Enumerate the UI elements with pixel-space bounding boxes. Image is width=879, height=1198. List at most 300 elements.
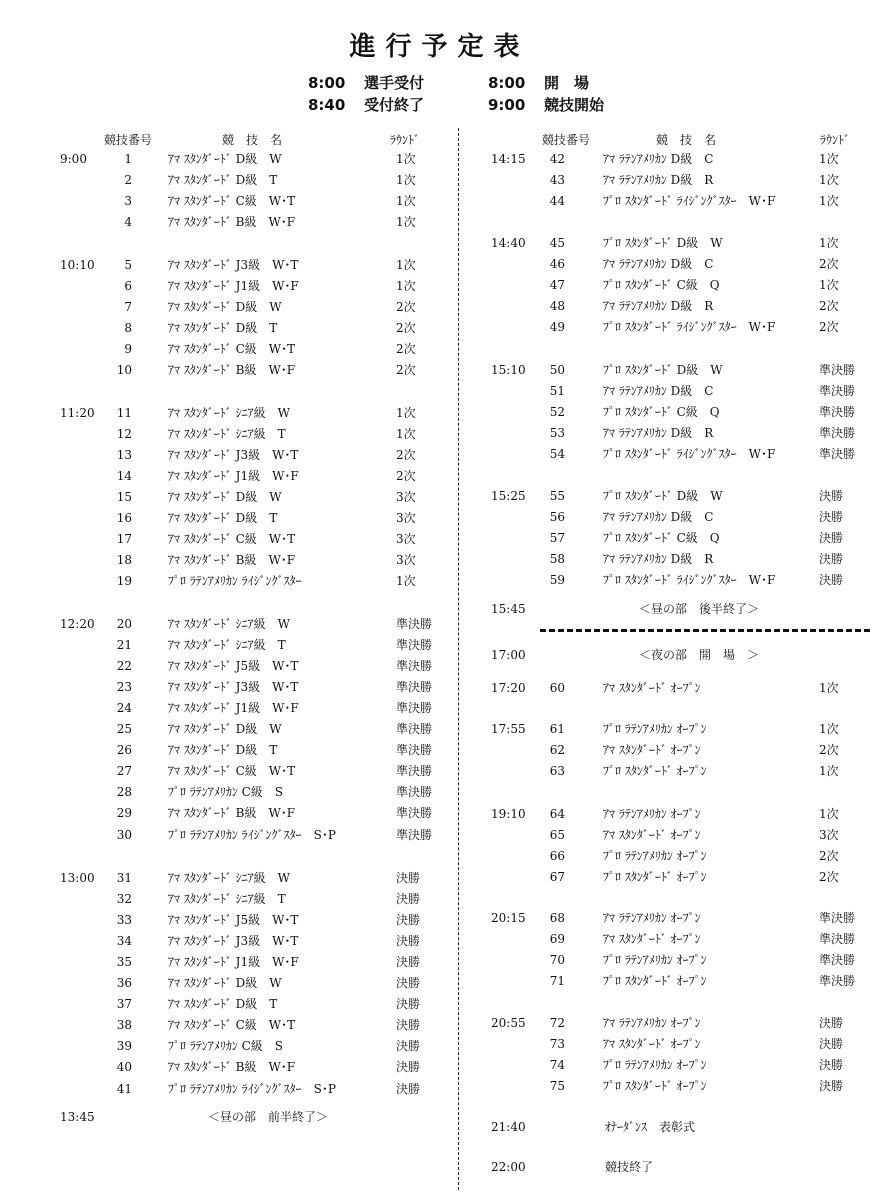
- row-event-name: ｱﾏ ｽﾀﾝﾀﾞｰﾄﾞ ｼﾆｱ級 T: [168, 638, 286, 653]
- row-event-name: ｱﾏ ｽﾀﾝﾀﾞｰﾄﾞ J1級 W･F: [168, 469, 299, 484]
- row-number: 64: [549, 807, 565, 821]
- row-event-name: ｱﾏ ｽﾀﾝﾀﾞｰﾄﾞ J3級 W･T: [168, 448, 299, 463]
- row-round: 1次: [819, 194, 839, 209]
- row-event-name: ｱﾏ ｽﾀﾝﾀﾞｰﾄﾞ B級 W･F: [168, 1060, 296, 1075]
- row-number: 2: [124, 173, 132, 188]
- row-number: 40: [116, 1060, 132, 1075]
- row-round: 決勝: [819, 552, 844, 567]
- row-event-name: ｱﾏ ｽﾀﾝﾀﾞｰﾄﾞ ｼﾆｱ級 W: [168, 406, 290, 420]
- table-row: [491, 277, 879, 293]
- row-event-name: ﾌﾟﾛ ｽﾀﾝﾀﾞｰﾄﾞ ﾗｲｼﾞﾝｸﾞｽﾀｰ W･F: [603, 447, 776, 462]
- row-event-name: ｱﾏ ｽﾀﾝﾀﾞｰﾄﾞ D級 T: [168, 997, 278, 1012]
- row-round: 準決勝: [396, 722, 433, 737]
- row-round: 決勝: [396, 1039, 421, 1054]
- header-name-left: 競 技 名: [222, 133, 283, 147]
- row-event-name: ﾌﾟﾛ ﾗﾃﾝｱﾒﾘｶﾝ ﾗｲｼﾞﾝｸﾞｽﾀｰ S･P: [168, 827, 336, 842]
- table-row: [60, 278, 450, 294]
- schedule-label: 開 場: [544, 74, 590, 92]
- header-num-left: 競技番号: [104, 133, 153, 147]
- row-number: 12: [116, 427, 132, 442]
- row-number: 8: [124, 321, 132, 336]
- schedule-label: 競技開始: [544, 96, 605, 114]
- row-number: 25: [116, 722, 132, 737]
- table-row: [491, 827, 879, 843]
- row-event-name: ﾌﾟﾛ ﾗﾃﾝｱﾒﾘｶﾝ C級 S: [168, 1039, 284, 1054]
- schedule-time: 9:00: [488, 96, 526, 114]
- table-row: [491, 931, 879, 947]
- header-num-right: 競技番号: [542, 133, 591, 147]
- table-row: [491, 952, 879, 968]
- row-number: 13: [116, 448, 132, 463]
- row-number: 6: [124, 279, 132, 294]
- row-round: 1次: [819, 722, 839, 736]
- table-row: [491, 172, 879, 188]
- table-row: [60, 616, 450, 632]
- row-round: 決勝: [396, 892, 421, 907]
- table-row: [60, 975, 450, 991]
- row-event-name: ｱﾏ ﾗﾃﾝｱﾒﾘｶﾝ D級 R: [603, 173, 714, 188]
- event-label: 競技終了: [605, 1160, 654, 1174]
- row-number: 59: [549, 573, 565, 588]
- table-row: [60, 912, 450, 928]
- row-event-name: ｱﾏ ｽﾀﾝﾀﾞｰﾄﾞ ｵｰﾌﾟﾝ: [603, 743, 701, 758]
- row-number: 42: [549, 152, 565, 166]
- row-time: 10:10: [60, 258, 95, 272]
- header-name-right: 競 技 名: [656, 133, 717, 147]
- table-row: [60, 447, 450, 463]
- row-event-name: ｱﾏ ﾗﾃﾝｱﾒﾘｶﾝ D級 R: [603, 426, 714, 441]
- table-row: [491, 193, 879, 209]
- row-round: 決勝: [396, 1081, 421, 1096]
- row-number: 39: [116, 1039, 132, 1054]
- row-event-name: ｱﾏ ｽﾀﾝﾀﾞｰﾄﾞ D級 T: [168, 511, 278, 526]
- row-round: 1次: [396, 406, 416, 420]
- table-row: [60, 954, 450, 970]
- left-end-event: [60, 1109, 440, 1125]
- table-row: [491, 509, 879, 525]
- row-event-name: ｱﾏ ｽﾀﾝﾀﾞｰﾄﾞ ｵｰﾌﾟﾝ: [603, 1037, 701, 1052]
- row-event-name: ｱﾏ ｽﾀﾝﾀﾞｰﾄﾞ J1級 W･F: [168, 279, 299, 294]
- row-event-name: ﾌﾟﾛ ﾗﾃﾝｱﾒﾘｶﾝ ｵｰﾌﾟﾝ: [603, 1058, 707, 1073]
- row-round: 2次: [396, 300, 416, 315]
- row-time: 15:10: [491, 363, 526, 377]
- row-event-name: ｱﾏ ｽﾀﾝﾀﾞｰﾄﾞ B級 W･F: [168, 806, 296, 821]
- row-number: 34: [116, 934, 132, 949]
- table-row: [491, 151, 879, 167]
- table-row: [60, 996, 450, 1012]
- table-row: [60, 827, 450, 843]
- row-event-name: ｱﾏ ｽﾀﾝﾀﾞｰﾄﾞ D級 W: [168, 976, 282, 991]
- row-round: 準決勝: [396, 785, 433, 800]
- row-event-name: ｱﾏ ﾗﾃﾝｱﾒﾘｶﾝ D級 C: [603, 152, 714, 166]
- row-number: 49: [549, 320, 565, 335]
- table-row: [491, 404, 879, 420]
- table-row: [60, 742, 450, 758]
- row-number: 28: [116, 785, 132, 800]
- table-row: [491, 235, 879, 251]
- table-row: [491, 1057, 879, 1073]
- row-number: 68: [549, 911, 565, 925]
- row-number: 45: [549, 236, 565, 250]
- row-round: 決勝: [396, 871, 421, 885]
- table-row: [60, 1038, 450, 1054]
- row-round: 決勝: [396, 1060, 421, 1075]
- row-number: 73: [549, 1037, 565, 1052]
- row-time: 11:20: [60, 406, 95, 420]
- table-row: [491, 1078, 879, 1094]
- row-time: 9:00: [60, 152, 87, 166]
- table-row: [491, 256, 879, 272]
- row-number: 74: [549, 1058, 565, 1073]
- row-time: 20:15: [491, 911, 526, 925]
- row-event-name: ｱﾏ ｽﾀﾝﾀﾞｰﾄﾞ D級 W: [168, 722, 282, 737]
- row-round: 準決勝: [819, 932, 856, 947]
- table-row: [491, 1015, 879, 1031]
- row-round: 決勝: [819, 1037, 844, 1052]
- row-time: 12:20: [60, 617, 95, 631]
- row-round: 2次: [819, 743, 839, 758]
- table-row: [60, 151, 450, 167]
- table-row: [60, 531, 450, 547]
- table-row: [60, 405, 450, 421]
- row-round: 1次: [396, 194, 416, 209]
- row-round: 1次: [819, 681, 839, 695]
- row-number: 51: [549, 384, 565, 399]
- row-event-name: ｱﾏ ｽﾀﾝﾀﾞｰﾄﾞ ｵｰﾌﾟﾝ: [603, 828, 701, 843]
- table-row: [60, 763, 450, 779]
- row-round: 1次: [396, 574, 416, 589]
- table-row: [491, 530, 879, 546]
- row-event-name: ｱﾏ ｽﾀﾝﾀﾞｰﾄﾞ J1級 W･F: [168, 955, 299, 970]
- row-event-name: ｱﾏ ｽﾀﾝﾀﾞｰﾄﾞ D級 W: [168, 152, 282, 166]
- row-round: 準決勝: [396, 617, 433, 631]
- row-event-name: ｱﾏ ｽﾀﾝﾀﾞｰﾄﾞ B級 W･F: [168, 553, 296, 568]
- row-event-name: ｱﾏ ｽﾀﾝﾀﾞｰﾄﾞ ｵｰﾌﾟﾝ: [603, 681, 701, 695]
- row-round: 2次: [396, 342, 416, 357]
- row-number: 14: [116, 469, 132, 484]
- row-number: 50: [549, 363, 565, 377]
- row-round: 準決勝: [396, 764, 433, 779]
- table-row: [60, 1017, 450, 1033]
- schedule-time: 8:00: [488, 74, 526, 92]
- row-number: 38: [116, 1018, 132, 1033]
- row-event-name: ｱﾏ ｽﾀﾝﾀﾞｰﾄﾞ J5級 W･T: [168, 659, 299, 674]
- table-row: [60, 1059, 450, 1075]
- row-number: 18: [116, 553, 132, 568]
- row-number: 47: [549, 278, 565, 293]
- row-number: 1: [124, 152, 132, 166]
- row-number: 36: [116, 976, 132, 991]
- row-round: 準決勝: [396, 638, 433, 653]
- row-number: 26: [116, 743, 132, 758]
- row-event-name: ｱﾏ ｽﾀﾝﾀﾞｰﾄﾞ D級 T: [168, 321, 278, 336]
- row-event-name: ﾌﾟﾛ ｽﾀﾝﾀﾞｰﾄﾞ C級 Q: [603, 405, 720, 420]
- row-round: 1次: [819, 807, 839, 821]
- row-number: 67: [549, 870, 565, 885]
- row-event-name: ﾌﾟﾛ ｽﾀﾝﾀﾞｰﾄﾞ ﾗｲｼﾞﾝｸﾞｽﾀｰ W･F: [603, 194, 776, 209]
- table-row: [491, 721, 879, 737]
- schedule-reception-end: [308, 94, 424, 115]
- table-row: [60, 552, 450, 568]
- row-round: 準決勝: [396, 659, 433, 674]
- schedule-open: [488, 72, 589, 93]
- event-time: 15:45: [491, 602, 526, 616]
- row-number: 57: [549, 531, 565, 546]
- row-number: 31: [116, 871, 132, 885]
- row-event-name: ﾌﾟﾛ ｽﾀﾝﾀﾞｰﾄﾞ C級 Q: [603, 278, 720, 293]
- row-number: 33: [116, 913, 132, 928]
- table-row: [491, 319, 879, 335]
- row-number: 20: [116, 617, 132, 631]
- right-event-afternoon-end: [491, 601, 871, 617]
- row-round: 1次: [819, 236, 839, 250]
- table-row: [491, 1036, 879, 1052]
- row-round: 2次: [819, 257, 839, 272]
- table-row: [60, 679, 450, 695]
- row-number: 71: [549, 974, 565, 989]
- row-number: 24: [116, 701, 132, 716]
- row-round: 準決勝: [819, 953, 856, 968]
- row-number: 35: [116, 955, 132, 970]
- row-time: 14:40: [491, 236, 526, 250]
- row-round: 1次: [819, 173, 839, 188]
- row-number: 41: [116, 1081, 132, 1096]
- row-event-name: ﾌﾟﾛ ｽﾀﾝﾀﾞｰﾄﾞ D級 W: [603, 236, 723, 250]
- table-row: [491, 383, 879, 399]
- row-round: 2次: [819, 299, 839, 314]
- schedule-reception: [308, 72, 424, 93]
- schedule-time: 8:00: [308, 74, 346, 92]
- row-round: 1次: [819, 152, 839, 166]
- row-event-name: ｱﾏ ｽﾀﾝﾀﾞｰﾄﾞ B級 W･F: [168, 215, 296, 230]
- row-number: 5: [124, 258, 132, 272]
- row-event-name: ｱﾏ ｽﾀﾝﾀﾞｰﾄﾞ ｵｰﾌﾟﾝ: [603, 932, 701, 947]
- row-event-name: ｱﾏ ﾗﾃﾝｱﾒﾘｶﾝ D級 R: [603, 552, 714, 567]
- row-round: 1次: [396, 258, 416, 272]
- row-round: 2次: [396, 469, 416, 484]
- row-event-name: ｱﾏ ｽﾀﾝﾀﾞｰﾄﾞ ｼﾆｱ級 W: [168, 871, 290, 885]
- row-round: 準決勝: [819, 405, 856, 420]
- row-number: 62: [549, 743, 565, 758]
- row-event-name: ｱﾏ ｽﾀﾝﾀﾞｰﾄﾞ C級 W･T: [168, 194, 296, 209]
- schedule-time: 8:40: [308, 96, 346, 114]
- row-round: 決勝: [819, 1058, 844, 1073]
- row-event-name: ﾌﾟﾛ ﾗﾃﾝｱﾒﾘｶﾝ ｵｰﾌﾟﾝ: [603, 722, 707, 736]
- row-number: 53: [549, 426, 565, 441]
- row-number: 70: [549, 953, 565, 968]
- row-event-name: ﾌﾟﾛ ｽﾀﾝﾀﾞｰﾄﾞ ｵｰﾌﾟﾝ: [603, 1079, 707, 1094]
- row-event-name: ｱﾏ ﾗﾃﾝｱﾒﾘｶﾝ D級 C: [603, 510, 714, 525]
- row-round: 2次: [396, 363, 416, 378]
- row-round: 2次: [396, 321, 416, 336]
- row-number: 54: [549, 447, 565, 462]
- table-row: [60, 784, 450, 800]
- row-time: 19:10: [491, 807, 526, 821]
- row-number: 56: [549, 510, 565, 525]
- row-round: 3次: [396, 532, 416, 547]
- row-number: 72: [549, 1016, 565, 1030]
- row-number: 48: [549, 299, 565, 314]
- row-event-name: ｱﾏ ﾗﾃﾝｱﾒﾘｶﾝ D級 C: [603, 384, 714, 399]
- table-row: [491, 973, 879, 989]
- row-time: 14:15: [491, 152, 526, 166]
- row-event-name: ｱﾏ ｽﾀﾝﾀﾞｰﾄﾞ B級 W･F: [168, 363, 296, 378]
- row-round: 決勝: [819, 573, 844, 588]
- event-label: ＜夜の部 開 場 ＞: [639, 648, 760, 662]
- row-round: 1次: [396, 152, 416, 166]
- row-round: 決勝: [819, 1079, 844, 1094]
- row-number: 22: [116, 659, 132, 674]
- row-number: 52: [549, 405, 565, 420]
- row-round: 準決勝: [396, 806, 433, 821]
- row-event-name: ｱﾏ ﾗﾃﾝｱﾒﾘｶﾝ D級 R: [603, 299, 714, 314]
- table-row: [491, 910, 879, 926]
- table-row: [60, 489, 450, 505]
- row-event-name: ｱﾏ ｽﾀﾝﾀﾞｰﾄﾞ C級 W･T: [168, 342, 296, 357]
- row-round: 決勝: [396, 955, 421, 970]
- row-round: 1次: [396, 279, 416, 294]
- row-event-name: ｱﾏ ﾗﾃﾝｱﾒﾘｶﾝ ｵｰﾌﾟﾝ: [603, 911, 701, 925]
- schedule-label: 受付終了: [364, 96, 425, 114]
- row-round: 決勝: [396, 1018, 421, 1033]
- row-number: 61: [549, 722, 565, 736]
- table-row: [60, 426, 450, 442]
- row-event-name: ｱﾏ ｽﾀﾝﾀﾞｰﾄﾞ D級 T: [168, 173, 278, 188]
- event-label: ＜昼の部 後半終了＞: [639, 602, 760, 616]
- row-event-name: ｱﾏ ﾗﾃﾝｱﾒﾘｶﾝ ｵｰﾌﾟﾝ: [603, 1016, 701, 1030]
- row-time: 15:25: [491, 489, 526, 503]
- row-time: 13:00: [60, 871, 95, 885]
- row-number: 3: [124, 194, 132, 209]
- table-row: [60, 320, 450, 336]
- row-round: 1次: [396, 215, 416, 230]
- row-event-name: ﾌﾟﾛ ﾗﾃﾝｱﾒﾘｶﾝ ｵｰﾌﾟﾝ: [603, 849, 707, 864]
- row-event-name: ｱﾏ ｽﾀﾝﾀﾞｰﾄﾞ J3級 W･T: [168, 680, 299, 695]
- row-event-name: ﾌﾟﾛ ﾗﾃﾝｱﾒﾘｶﾝ C級 S: [168, 785, 284, 800]
- row-event-name: ｱﾏ ﾗﾃﾝｱﾒﾘｶﾝ ｵｰﾌﾟﾝ: [603, 807, 701, 821]
- row-round: 決勝: [819, 489, 844, 503]
- row-event-name: ﾌﾟﾛ ｽﾀﾝﾀﾞｰﾄﾞ ｵｰﾌﾟﾝ: [603, 764, 707, 779]
- row-round: 決勝: [396, 934, 421, 949]
- table-row: [60, 257, 450, 273]
- row-round: 準決勝: [396, 680, 433, 695]
- row-time: 17:20: [491, 681, 526, 695]
- row-event-name: ﾌﾟﾛ ｽﾀﾝﾀﾞｰﾄﾞ D級 W: [603, 489, 723, 503]
- row-event-name: ｱﾏ ｽﾀﾝﾀﾞｰﾄﾞ J3級 W･T: [168, 258, 299, 272]
- page-title: 進行予定表: [349, 32, 530, 62]
- row-number: 58: [549, 552, 565, 567]
- row-round: 準決勝: [819, 974, 856, 989]
- schedule-label: 選手受付: [364, 74, 425, 92]
- row-round: 決勝: [819, 510, 844, 525]
- table-row: [491, 680, 879, 696]
- row-event-name: ｱﾏ ｽﾀﾝﾀﾞｰﾄﾞ D級 W: [168, 490, 282, 505]
- table-row: [60, 510, 450, 526]
- right-event-honor-dance: [491, 1119, 871, 1135]
- right-event-end: [491, 1159, 871, 1175]
- row-round: 準決勝: [819, 426, 856, 441]
- row-number: 37: [116, 997, 132, 1012]
- row-round: 準決勝: [819, 384, 856, 399]
- table-row: [491, 806, 879, 822]
- table-row: [60, 214, 450, 230]
- row-event-name: ｱﾏ ｽﾀﾝﾀﾞｰﾄﾞ ｼﾆｱ級 T: [168, 427, 286, 442]
- row-number: 60: [549, 681, 565, 695]
- table-row: [491, 848, 879, 864]
- table-row: [491, 551, 879, 567]
- row-event-name: ｱﾏ ﾗﾃﾝｱﾒﾘｶﾝ D級 C: [603, 257, 714, 272]
- row-event-name: ｱﾏ ｽﾀﾝﾀﾞｰﾄﾞ J1級 W･F: [168, 701, 299, 716]
- row-number: 7: [124, 300, 132, 315]
- table-row: [491, 362, 879, 378]
- row-round: 2次: [819, 849, 839, 864]
- row-round: 決勝: [819, 1016, 844, 1030]
- table-row: [60, 637, 450, 653]
- row-number: 4: [124, 215, 132, 230]
- row-event-name: ｱﾏ ｽﾀﾝﾀﾞｰﾄﾞ C級 W･T: [168, 1018, 296, 1033]
- table-row: [60, 933, 450, 949]
- table-row: [60, 658, 450, 674]
- row-event-name: ｱﾏ ｽﾀﾝﾀﾞｰﾄﾞ D級 W: [168, 300, 282, 315]
- row-round: 決勝: [396, 976, 421, 991]
- row-number: 21: [116, 638, 132, 653]
- table-row: [60, 573, 450, 589]
- row-number: 19: [116, 574, 132, 589]
- row-event-name: ｱﾏ ｽﾀﾝﾀﾞｰﾄﾞ ｼﾆｱ級 W: [168, 617, 290, 631]
- table-row: [60, 193, 450, 209]
- row-number: 55: [549, 489, 565, 503]
- row-event-name: ﾌﾟﾛ ﾗﾃﾝｱﾒﾘｶﾝ ﾗｲｼﾞﾝｸﾞｽﾀｰ S･P: [168, 1081, 336, 1096]
- table-row: [491, 446, 879, 462]
- table-row: [491, 425, 879, 441]
- row-number: 75: [549, 1079, 565, 1094]
- row-event-name: ﾌﾟﾛ ﾗﾃﾝｱﾒﾘｶﾝ ｵｰﾌﾟﾝ: [603, 953, 707, 968]
- row-event-name: ｱﾏ ｽﾀﾝﾀﾞｰﾄﾞ C級 W･T: [168, 532, 296, 547]
- row-number: 15: [116, 490, 132, 505]
- event-time: 21:40: [491, 1120, 526, 1134]
- row-round: 2次: [819, 320, 839, 335]
- row-number: 16: [116, 511, 132, 526]
- row-number: 11: [116, 406, 132, 420]
- table-row: [60, 700, 450, 716]
- row-event-name: ﾌﾟﾛ ｽﾀﾝﾀﾞｰﾄﾞ ｵｰﾌﾟﾝ: [603, 870, 707, 885]
- event-time: 22:00: [491, 1160, 526, 1174]
- row-round: 2次: [819, 870, 839, 885]
- row-round: 1次: [819, 278, 839, 293]
- row-number: 66: [549, 849, 565, 864]
- row-number: 23: [116, 680, 132, 695]
- header-round-left: ﾗｳﾝﾄﾞ: [390, 133, 421, 147]
- table-row: [60, 299, 450, 315]
- row-round: 1次: [396, 173, 416, 188]
- row-round: 3次: [396, 490, 416, 505]
- row-event-name: ｱﾏ ｽﾀﾝﾀﾞｰﾄﾞ C級 W･T: [168, 764, 296, 779]
- header-round-right: ﾗｳﾝﾄﾞ: [820, 133, 851, 147]
- table-row: [491, 869, 879, 885]
- table-row: [60, 870, 450, 886]
- row-round: 3次: [819, 828, 839, 843]
- row-round: 2次: [396, 448, 416, 463]
- row-number: 46: [549, 257, 565, 272]
- row-round: 3次: [396, 511, 416, 526]
- table-row: [60, 341, 450, 357]
- section-divider: [540, 629, 870, 632]
- row-number: 69: [549, 932, 565, 947]
- row-round: 決勝: [819, 531, 844, 546]
- table-row: [60, 891, 450, 907]
- row-number: 44: [549, 194, 565, 209]
- table-row: [491, 763, 879, 779]
